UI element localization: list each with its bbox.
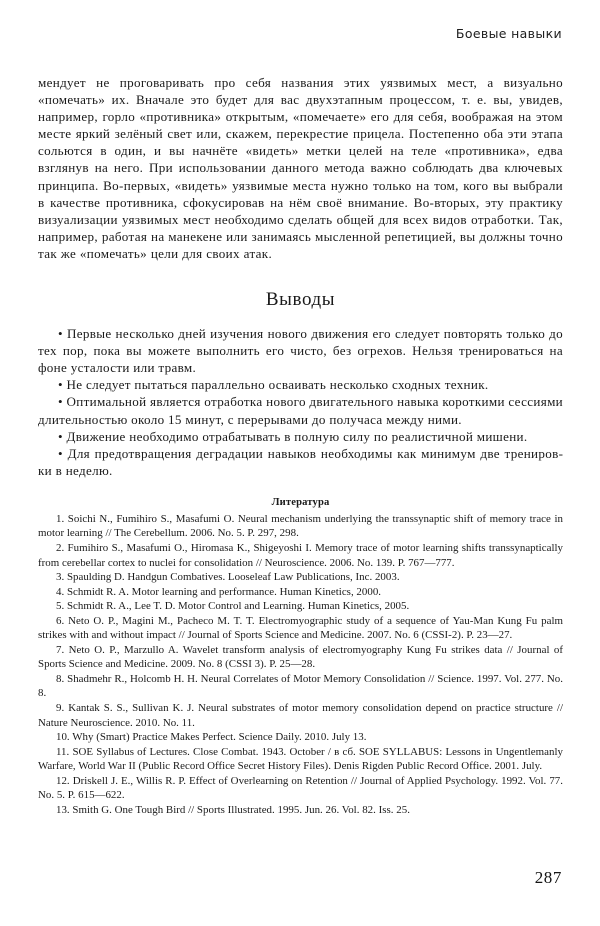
list-item	[38, 428, 563, 445]
list-item-text: Оптимальной является отработка нового двигательного навыка короткими сессиями длительностью около 15 минут, с перерывами до получаса между ними.	[38, 394, 563, 427]
list-item	[38, 325, 563, 376]
page-content	[38, 74, 563, 817]
list-item-text: Движение необходимо отрабатывать в полную силу по реалистичной мишени.	[66, 428, 528, 444]
reference-item: 8. Shadmehr R., Holcomb H. H. Neural Correlates of Motor Memory Consolidation // Science. 1997. Vol. 277. No. 8.	[38, 672, 563, 700]
list-item-text: Первые несколько дней изучения нового движения его следует повторять только до тех пор, пока вы можете выполнить его чисто, без огрехов. Нельзя тренироваться на фоне усталости или травм.	[38, 326, 564, 376]
list-item-text: Не следует пытаться параллельно осваивать несколько сходных техник.	[66, 377, 489, 393]
reference-item: 10. Why (Smart) Practice Makes Perfect. Science Daily. 2010. July 13.	[56, 731, 367, 744]
reference-item: 11. SOE Syllabus of Lectures. Close Combat. 1943. October / в сб. SOE SYLLABUS: Lessons in Ungentlemanly Warfare, World War II (Public Record Office Secret History Files). Denis Rigden Public Record Office. 2001. July.	[38, 745, 563, 773]
reference-item: 4. Schmidt R. A. Motor learning and performance. Human Kinetics, 2000.	[56, 585, 382, 598]
reference-item: 12. Driskell J. E., Willis R. P. Effect of Overlearning on Retention // Journal of Applied Psychology. 1992. Vol. 77. No. 5. P. 615—622.	[38, 774, 563, 802]
reference-item: 3. Spaulding D. Handgun Combatives. Looseleaf Law Publications, Inc. 2003.	[56, 571, 400, 584]
page-number: 287	[534, 868, 562, 887]
bibliography-list	[38, 512, 563, 817]
list-item	[38, 393, 563, 427]
section-heading-conclusions: Выводы	[265, 289, 336, 311]
reference-item: 6. Neto O. P., Magini M., Pacheco M. T. T. Electromyographic study of a sequence of Yau-Man Kung Fu palm strikes with and without impact // Journal of Sports Science and Medicine. 2007. No. 6 (CSSI-2). P. 23—27.	[38, 614, 563, 642]
running-head: Боевые навыки	[455, 26, 562, 41]
reference-item: 2. Fumihiro S., Masafumi O., Hiromasa K., Shigeyoshi I. Memory trace of motor learning shifts transsynaptically from cerebellar cortex to nuclei for consolidation // Neuroscience. 2006. No. 139. P. 767—777.	[38, 541, 563, 569]
bullet-icon: •	[58, 445, 63, 461]
bullet-icon: •	[58, 394, 63, 410]
list-item	[38, 445, 563, 479]
bibliography-heading: Литература	[271, 496, 330, 508]
list-item	[38, 376, 563, 393]
reference-item: 1. Soichi N., Fumihiro S., Masafumi O. Neural mechanism underlying the transsynaptic shift of memory trace in motor learning // The Cerebellum. 2006. No. 5. P. 297, 298.	[38, 512, 563, 540]
reference-item: 5. Schmidt R. A., Lee T. D. Motor Control and Learning. Human Kinetics, 2005.	[56, 600, 410, 613]
reference-item: 9. Kantak S. S., Sullivan K. J. Neural substrates of motor memory consolidation depend on practice structure // Nature Neuroscience. 2010. No. 11.	[38, 701, 563, 729]
body-paragraph: мендует не проговаривать про себя названия этих уязвимых мест, а визуально «помечать» их. Вначале это будет для вас двухэтапным процессом, т. е. вы, увидев, например, горло «противника» открытым, «помечаете» его для себя, воображая на этом месте яркий зелёный свет или, скажем, перекрестие прицела. Постепенно оба эти этапа сольются в один, и вы начнёте «видеть» метки целей на теле «противника», едва взглянув на него. При использовании данного метода важно соблюдать два ключевых принципа. Во-первых, «видеть» уязвимые места нужно только на том, кого вы выбрали в качестве противника, сфокусировав на нём своё внимание. Во-вторых, эту практику визуализации уязвимых мест необходимо сделать общей для всех видов отработки. Так, например, работая на манекене или занимаясь мысленной репетицией, вы должны точно так же «помечать» цели для своих атак.	[38, 75, 563, 261]
bullet-icon: •	[58, 326, 63, 342]
conclusions-list	[38, 325, 563, 479]
reference-item: 7. Neto O. P., Marzullo A. Wavelet transform analysis of electromyography Kung Fu strikes data // Journal of Sports Science and Medicine. 2009. No. 8 (CSSI 3). P. 25—28.	[38, 643, 563, 671]
reference-item: 13. Smith G. One Tough Bird // Sports Illustrated. 1995. Jun. 26. Vol. 82. Iss. 25.	[56, 803, 410, 816]
bullet-icon: •	[58, 428, 63, 444]
list-item-text: Для предотвращения деградации навыков необходимы как минимум две тренировки в неделю.	[38, 445, 563, 478]
bullet-icon: •	[58, 377, 63, 393]
